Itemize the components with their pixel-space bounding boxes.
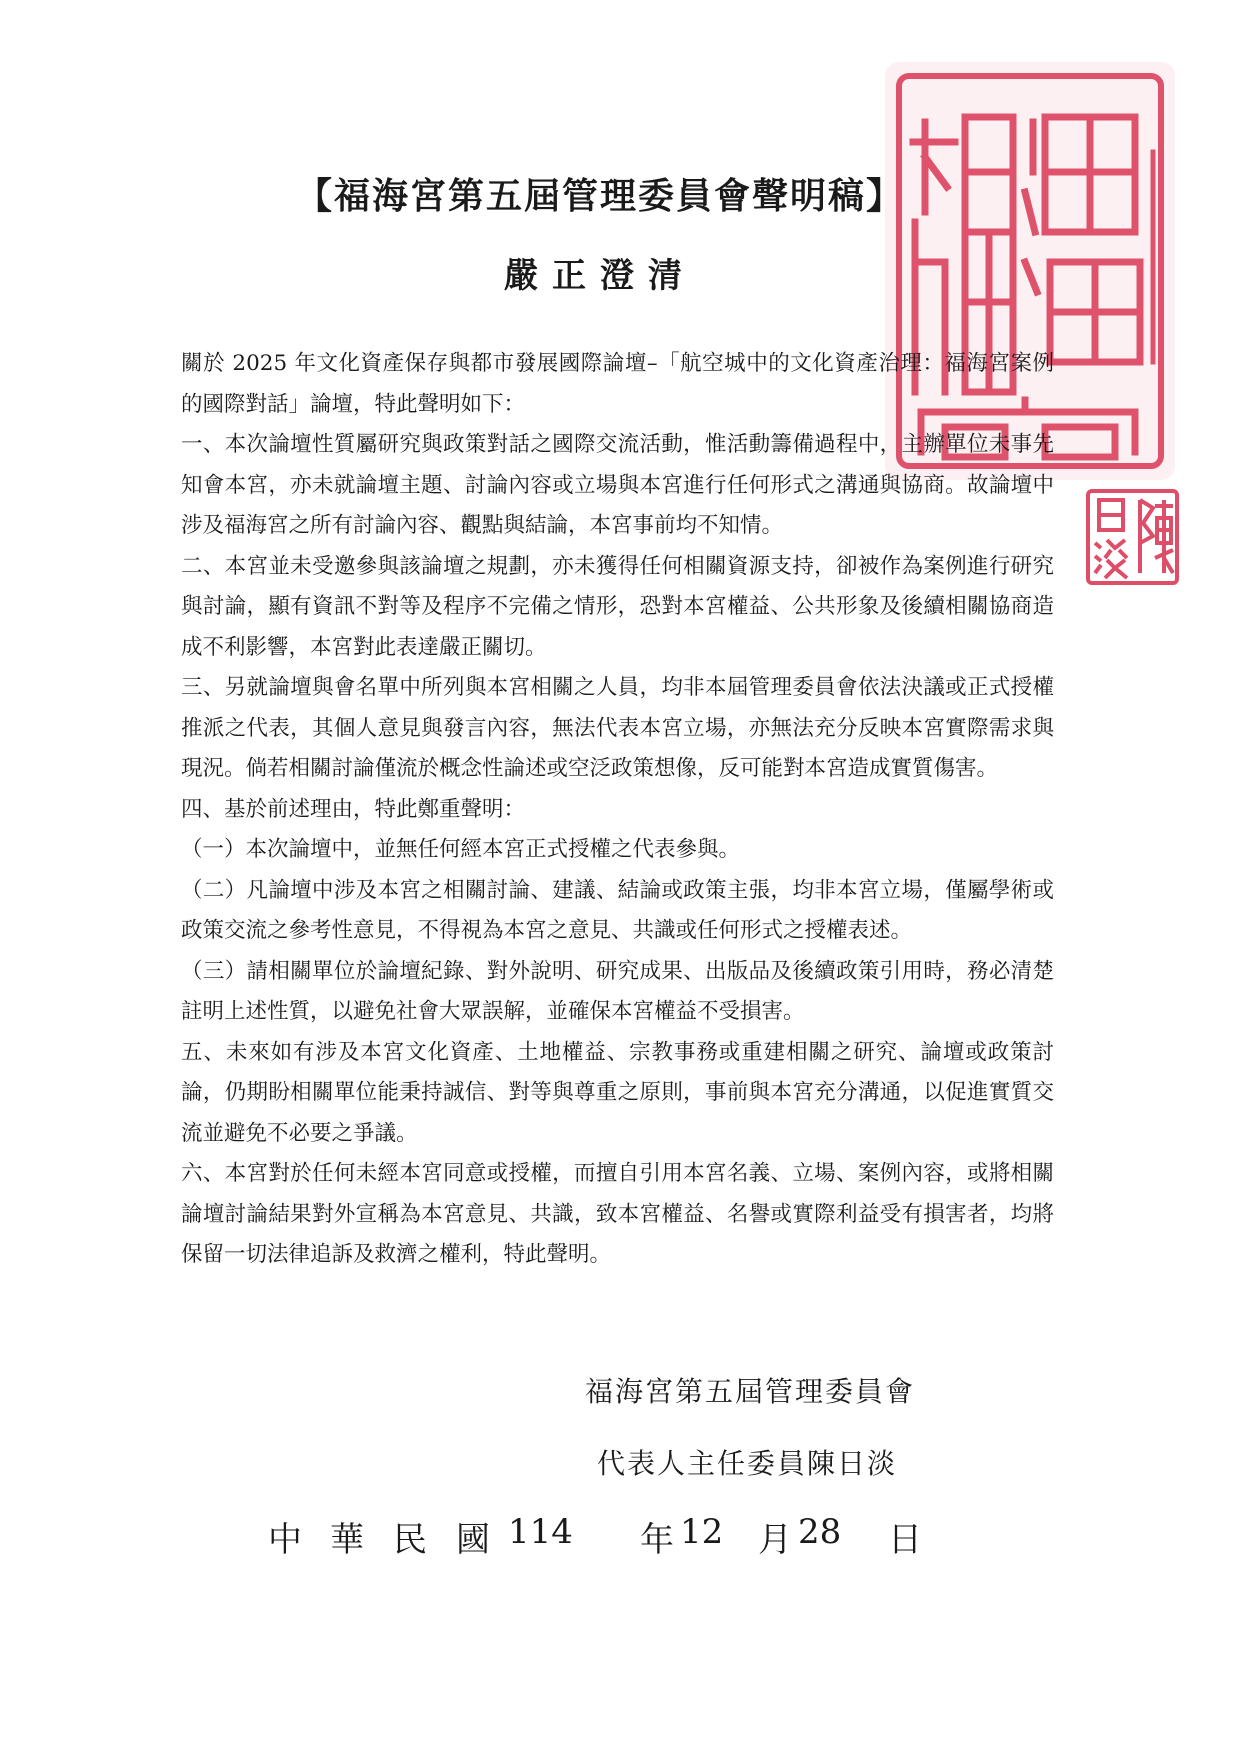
intro-paragraph: 關於 2025 年文化資產保存與都市發展國際論壇–「航空城中的文化資產治理：福海宮案例的國際對話」論壇，特此聲明如下： — [181, 351, 1054, 417]
date-era-char-2: 華 — [330, 1520, 364, 1560]
date-era-char-4: 國 — [456, 1520, 490, 1560]
date-month-unit: 月 — [758, 1520, 792, 1560]
date-day-unit: 日 — [888, 1520, 922, 1560]
point-5-paragraph: 五、未來如有涉及本宮文化資產、土地權益、宗教事務或重建相關之研究、論壇或政策討論，仍期盼相關單位能秉持誠信、對等與尊重之原則，事前與本宮充分溝通，以促進實質交流並避免不必要之爭議。 — [181, 1039, 1054, 1146]
date-line — [268, 1512, 922, 1562]
date-day: 28 — [798, 1512, 842, 1552]
point-1-paragraph: 一、本次論壇性質屬研究與政策對話之國際交流活動，惟活動籌備過程中，主辦單位未事先知會本宮，亦未就論壇主題、討論內容或立場與本宮進行任何形式之溝通與協商。故論壇中涉及福海宮之所有討論內容、觀點與結論，本宮事前均不知情。 — [181, 432, 1054, 538]
document-subtitle: 嚴正澄清 — [504, 256, 696, 296]
document-title: 【福海宮第五屆管理委員會聲明稿】 — [295, 175, 904, 217]
personal-seal-stamp — [1085, 488, 1180, 586]
date-era-char-1: 中 — [268, 1520, 302, 1560]
statement-body — [181, 344, 1054, 1276]
date-year-unit: 年 — [640, 1520, 674, 1560]
signature-representative: 代表人主任委員陳日淡 — [597, 1447, 898, 1480]
point-3-paragraph: 三、另就論壇與會名單中所列與本宮相關之人員，均非本屆管理委員會依法決議或正式授權推派之代表，其個人意見與發言內容，無法代表本宮立場，亦無法充分反映本宮實際需求與現況。倘若相關討論僅流於概念性論述或空泛政策想像，反可能對本宮造成實質傷害。 — [181, 675, 1054, 781]
date-month: 12 — [680, 1512, 724, 1552]
point-6-paragraph: 六、本宮對於任何未經本宮同意或授權，而擅自引用本宮名義、立場、案例內容，或將相關論壇討論結果對外宣稱為本宮意見、共識，致本宮權益、名譽或實際利益受有損害者，均將保留一切法律追訴及救濟之權利，特此聲明。 — [181, 1161, 1054, 1267]
sub-item-3: （三）請相關單位於論壇紀錄、對外說明、研究成果、出版品及後續政策引用時，務必清楚註明上述性質，以避免社會大眾誤解，並確保本宮權益不受損害。 — [181, 958, 1054, 1024]
sub-item-1: （一）本次論壇中，並無任何經本宮正式授權之代表參與。 — [181, 837, 741, 862]
date-era-char-3: 民 — [393, 1520, 427, 1560]
date-year: 114 — [508, 1512, 573, 1552]
point-2-paragraph: 二、本宮並未受邀參與該論壇之規劃，亦未獲得任何相關資源支持，卻被作為案例進行研究與討論，顯有資訊不對等及程序不完備之情形，恐對本宮權益、公共形象及後續相關協商造成不利影響，本宮對此表達嚴正關切。 — [181, 553, 1054, 660]
point-4-paragraph: 四、基於前述理由，特此鄭重聲明： — [181, 796, 526, 822]
sub-item-2: （二）凡論壇中涉及本宮之相關討論、建議、結論或政策主張，均非本宮立場，僅屬學術或政策交流之參考性意見，不得視為本宮之意見、共識或任何形式之授權表述。 — [181, 877, 1054, 943]
signature-organization: 福海宮第五屆管理委員會 — [585, 1375, 916, 1408]
